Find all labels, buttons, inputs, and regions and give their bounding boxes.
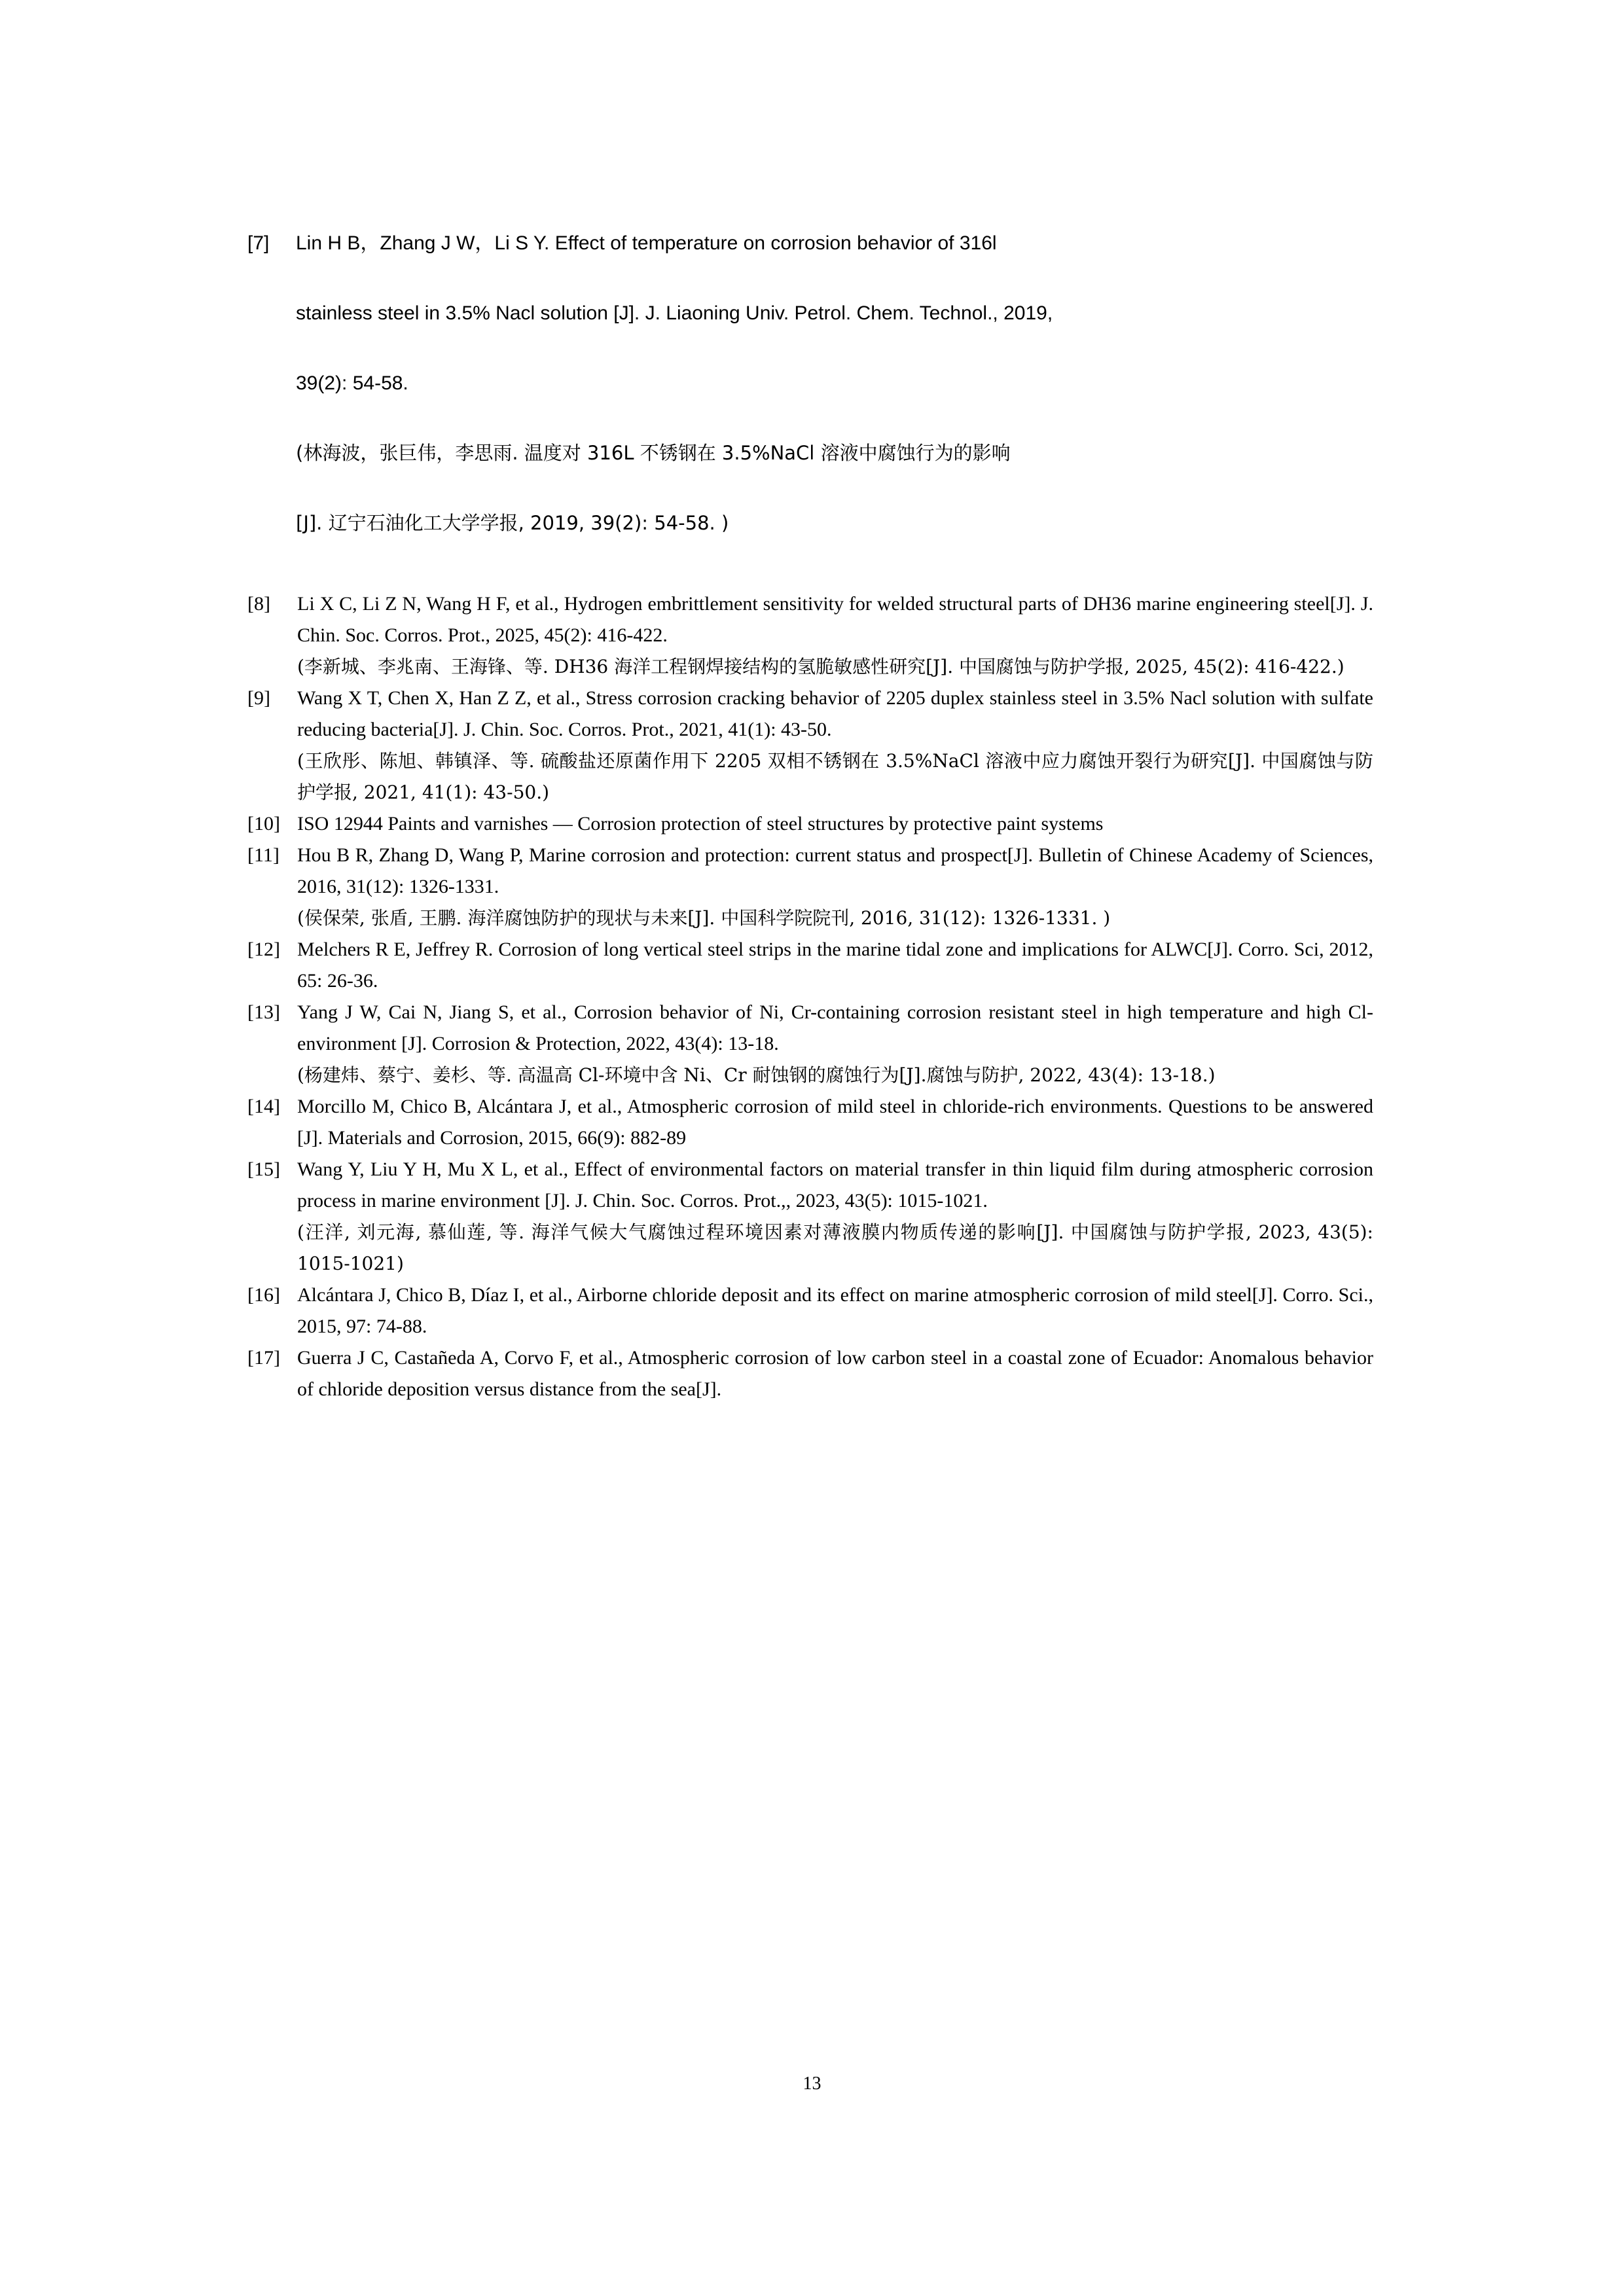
- reference-text: [297, 1280, 1373, 1342]
- reference-marker: [15]: [247, 1158, 280, 1180]
- reference-text-en: ISO 12944 Paints and varnishes — Corrosion protection of steel structures by protective paint systems: [297, 813, 1104, 834]
- reference-text-cn: (王欣彤、陈旭、韩镇泽、等. 硫酸盐还原菌作用下 2205 双相不锈钢在 3.5%NaCl 溶液中应力腐蚀开裂行为研究[J]. 中国腐蚀与防护学报, 2021, 41(1): 43-50.): [297, 750, 1373, 803]
- reference-entry-9: [247, 683, 1373, 808]
- reference-text: [297, 1091, 1373, 1154]
- reference-text-en: Guerra J C, Castañeda A, Corvo F, et al., Atmospheric corrosion of low carbon steel in a coastal zone of Ecuador: Anomalous behavior of chloride deposition versus distance from the sea[J].: [297, 1347, 1373, 1400]
- reference-text-cn: (杨建炜、蔡宁、姜杉、等. 高温高 Cl-环境中含 Ni、Cr 耐蚀钢的腐蚀行为[J].腐蚀与防护, 2022, 43(4): 13-18.): [297, 1064, 1216, 1086]
- reference-text: [297, 997, 1373, 1091]
- reference-text-cn: (侯保荣, 张盾, 王鹏. 海洋腐蚀防护的现状与未来[J]. 中国科学院院刊, 2016, 31(12): 1326-1331. ): [297, 907, 1111, 929]
- reference-entry-14: [247, 1091, 1373, 1154]
- reference-list: [247, 208, 1373, 1405]
- reference-marker: [16]: [247, 1284, 280, 1306]
- reference-marker: [11]: [247, 844, 280, 866]
- reference-line: stainless steel in 3.5% Nacl solution [J]. J. Liaoning Univ. Petrol. Chem. Technol., 2019,: [296, 302, 1053, 324]
- reference-entry-8: [247, 588, 1373, 683]
- reference-marker: [12]: [247, 939, 280, 960]
- reference-text-en: Alcántara J, Chico B, Díaz I, et al., Airborne chloride deposit and its effect on marine atmospheric corrosion of mild steel[J]. Corro. Sci., 2015, 97: 74-88.: [297, 1284, 1373, 1337]
- reference-entry-13: [247, 997, 1373, 1091]
- reference-text: [297, 588, 1373, 683]
- reference-entry-15: [247, 1154, 1373, 1280]
- reference-text-en: Yang J W, Cai N, Jiang S, et al., Corrosion behavior of Ni, Cr-containing corrosion resistant steel in high temperature and high Cl- environment [J]. Corrosion & Protection, 2022, 43(4): 13-18.: [297, 1001, 1373, 1054]
- reference-text-en: Li X C, Li Z N, Wang H F, et al., Hydrogen embrittlement sensitivity for welded structural parts of DH36 marine engineering steel[J]. J. Chin. Soc. Corros. Prot., 2025, 45(2): 416-422.: [297, 593, 1373, 646]
- page-number: 13: [803, 2073, 821, 2094]
- reference-text: [297, 1154, 1373, 1280]
- reference-line-cn: [J]. 辽宁石油化工大学学报, 2019, 39(2): 54-58. ): [296, 512, 729, 534]
- reference-text: [297, 934, 1373, 997]
- reference-text-en: Wang Y, Liu Y H, Mu X L, et al., Effect of environmental factors on material transfer in thin liquid film during atmospheric corrosion process in marine environment [J]. J. Chin. Soc. Corros. Prot.,, 2023, 43(5): 1015-1021.: [297, 1158, 1373, 1211]
- reference-text: [297, 683, 1373, 808]
- reference-text-en: Hou B R, Zhang D, Wang P, Marine corrosion and protection: current status and prospect[J]. Bulletin of Chinese Academy of Sciences, 2016, 31(12): 1326-1331.: [297, 844, 1373, 897]
- reference-text: [297, 808, 1373, 840]
- reference-marker: [14]: [247, 1096, 280, 1117]
- reference-marker: [9]: [247, 687, 270, 709]
- reference-entry-7: [247, 208, 1373, 558]
- reference-entry-12: [247, 934, 1373, 997]
- reference-marker: [13]: [247, 1001, 280, 1023]
- reference-text-cn: (汪洋, 刘元海, 慕仙莲, 等. 海洋气候大气腐蚀过程环境因素对薄液膜内物质传递的影响[J]. 中国腐蚀与防护学报, 2023, 43(5): 1015-1021): [297, 1221, 1373, 1274]
- reference-line: 39(2): 54-58.: [296, 372, 408, 394]
- reference-line-cn: (林海波，张巨伟，李思雨. 温度对 316L 不锈钢在 3.5%NaCl 溶液中腐蚀行为的影响: [296, 442, 1011, 464]
- reference-text: [297, 1342, 1373, 1405]
- reference-text-cn: (李新城、李兆南、王海锋、等. DH36 海洋工程钢焊接结构的氢脆敏感性研究[J]. 中国腐蚀与防护学报, 2025, 45(2): 416-422.): [297, 656, 1344, 677]
- reference-entry-16: [247, 1280, 1373, 1342]
- reference-entry-10: [247, 808, 1373, 840]
- reference-text-en: Wang X T, Chen X, Han Z Z, et al., Stress corrosion cracking behavior of 2205 duplex stainless steel in 3.5% Nacl solution with sulfate reducing bacteria[J]. J. Chin. Soc. Corros. Prot., 2021, 41(1): 43-50.: [297, 687, 1373, 740]
- spacer: [247, 558, 1373, 588]
- reference-entry-11: [247, 840, 1373, 934]
- reference-line: Lin H B，Zhang J W，Li S Y. Effect of temperature on corrosion behavior of 316l: [296, 232, 997, 254]
- reference-text-en: Morcillo M, Chico B, Alcántara J, et al., Atmospheric corrosion of mild steel in chloride-rich environments. Questions to be answered [J]. Materials and Corrosion, 2015, 66(9): 882-89: [297, 1096, 1373, 1149]
- reference-text-en: Melchers R E, Jeffrey R. Corrosion of long vertical steel strips in the marine tidal zone and implications for ALWC[J]. Corro. Sci, 2012, 65: 26-36.: [297, 939, 1373, 992]
- reference-marker: [7]: [247, 232, 270, 254]
- reference-entry-17: [247, 1342, 1373, 1405]
- reference-marker: [8]: [247, 593, 270, 615]
- reference-text: [296, 208, 1373, 558]
- reference-marker: [17]: [247, 1347, 280, 1369]
- reference-text: [297, 840, 1373, 934]
- reference-marker: [10]: [247, 813, 280, 834]
